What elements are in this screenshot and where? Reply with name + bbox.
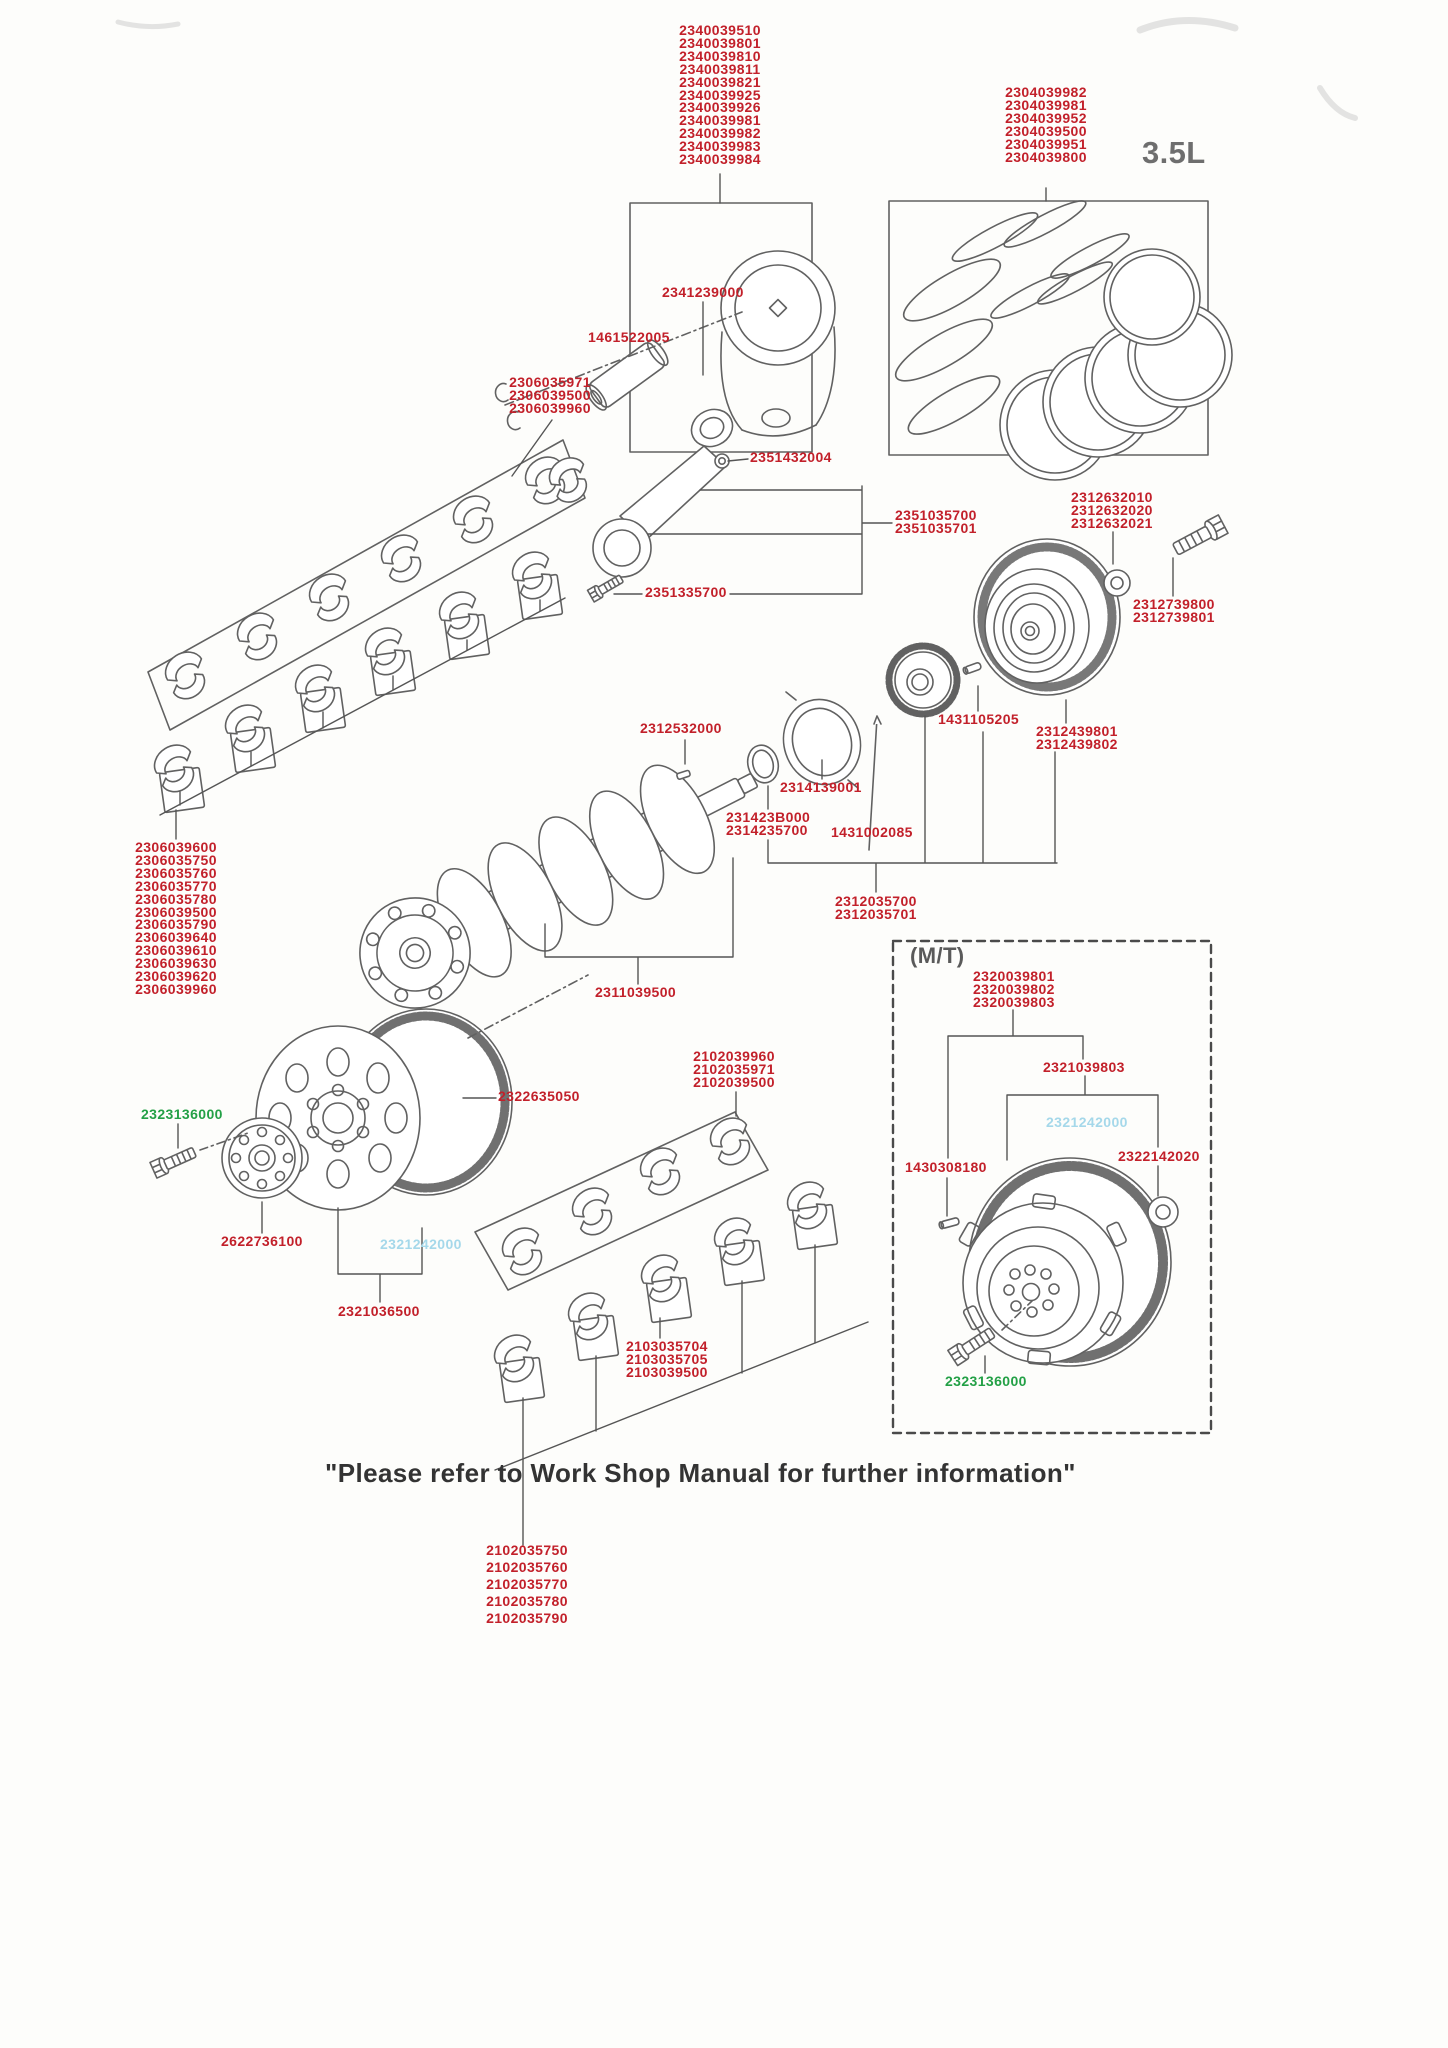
part-label-bolt-left bbox=[141, 1108, 223, 1121]
part-label-seal-ring bbox=[726, 811, 810, 837]
part-number: 2340039821 bbox=[679, 73, 761, 90]
part-number: 2304039951 bbox=[1005, 135, 1087, 152]
part-number: 2304039500 bbox=[1005, 122, 1087, 139]
part-number: 2306039500 bbox=[509, 386, 591, 403]
part-number: 2351035700 bbox=[895, 507, 977, 523]
part-number: 2340039810 bbox=[679, 47, 761, 64]
part-number: 2306039610 bbox=[135, 942, 217, 959]
part-label-oil-seal bbox=[780, 781, 862, 794]
part-label-rod bbox=[895, 509, 977, 535]
part-number: 2340039982 bbox=[679, 125, 761, 142]
part-number: 2103035705 bbox=[626, 1350, 708, 1367]
part-number: 2306035760 bbox=[135, 864, 217, 881]
part-number: 2306035790 bbox=[135, 916, 217, 933]
part-number: 2306039960 bbox=[135, 980, 217, 997]
part-label-lower-bearing-sizes bbox=[486, 1542, 568, 1627]
part-number: 2312439802 bbox=[1036, 735, 1118, 752]
part-number: 2341239000 bbox=[662, 284, 744, 300]
part-number: 2312739800 bbox=[1133, 596, 1215, 612]
part-label-main-bearings bbox=[135, 841, 217, 996]
part-label-pulley bbox=[1036, 725, 1118, 751]
part-number: 2304039981 bbox=[1005, 96, 1087, 113]
part-number: 2312632020 bbox=[1071, 501, 1153, 518]
part-number: 2306035750 bbox=[135, 851, 217, 868]
part-number: "Please refer to Work Shop Manual for further information" bbox=[325, 1458, 1076, 1488]
part-number: (M/T) bbox=[910, 943, 965, 968]
part-label-rod-nut bbox=[750, 451, 832, 464]
part-label-dowel-pin bbox=[831, 826, 913, 839]
part-label-drive-plate bbox=[221, 1235, 303, 1248]
part-label-sprocket-pin bbox=[938, 713, 1019, 726]
part-number: 2340039983 bbox=[679, 138, 761, 155]
part-number: 2340039510 bbox=[679, 22, 761, 38]
part-number: 1431002085 bbox=[831, 824, 913, 840]
part-label-mt-tag bbox=[910, 944, 965, 968]
part-label-flywheel-assembly bbox=[338, 1305, 420, 1318]
part-label-piston-set bbox=[679, 24, 761, 166]
part-label-thrust-bearings bbox=[626, 1340, 708, 1379]
part-number: 2312632021 bbox=[1071, 514, 1153, 531]
part-number: 2351035701 bbox=[895, 519, 977, 536]
part-label-pulley-bolt bbox=[1133, 598, 1215, 624]
part-label-piston-pin bbox=[588, 331, 670, 344]
part-label-key bbox=[640, 722, 722, 735]
part-label-ring-gear-left bbox=[380, 1238, 462, 1251]
part-number: 2306039960 bbox=[509, 399, 591, 416]
part-number: 2306039500 bbox=[135, 903, 217, 920]
part-number: 231423B000 bbox=[726, 809, 811, 825]
part-label-rod-bearings bbox=[509, 376, 591, 415]
part-number: 2102035760 bbox=[486, 1559, 568, 1575]
part-label-pilot-bearing bbox=[1118, 1150, 1200, 1163]
part-number: 2340039811 bbox=[679, 60, 761, 77]
part-label-ring-set bbox=[1005, 86, 1087, 163]
part-number: 2102035750 bbox=[486, 1542, 568, 1558]
part-number: 2321036500 bbox=[338, 1303, 420, 1319]
part-number: 2351432004 bbox=[750, 449, 832, 465]
part-number: 2622736100 bbox=[221, 1233, 303, 1249]
part-label-crankshaft bbox=[595, 986, 676, 999]
part-label-mt-flywheel bbox=[1043, 1061, 1125, 1074]
part-number: 2351335700 bbox=[645, 584, 727, 600]
part-number: 2312439801 bbox=[1036, 723, 1118, 739]
part-number: 2102039500 bbox=[693, 1073, 775, 1090]
part-number: 2312035700 bbox=[835, 893, 917, 909]
part-number: 2340039984 bbox=[679, 151, 761, 168]
part-number: 2322635050 bbox=[498, 1088, 580, 1104]
part-label-sprocket bbox=[835, 895, 917, 921]
part-label-engine-size bbox=[1142, 136, 1206, 170]
part-number: 2103035704 bbox=[626, 1338, 708, 1354]
part-number: 2102039960 bbox=[693, 1048, 775, 1064]
part-label-mt-bolt bbox=[945, 1375, 1027, 1388]
part-number: 2306039640 bbox=[135, 929, 217, 946]
part-number: 2102035790 bbox=[486, 1610, 568, 1626]
part-number: 2314235700 bbox=[726, 821, 808, 838]
part-number: 2320039801 bbox=[973, 968, 1055, 984]
part-number: 2311039500 bbox=[595, 984, 677, 1000]
part-number: 2320039802 bbox=[973, 980, 1055, 997]
part-label-mt-pin bbox=[905, 1161, 987, 1174]
part-number: 2102035770 bbox=[486, 1576, 568, 1592]
part-number: 2321242000 bbox=[1046, 1114, 1128, 1130]
part-label-footer bbox=[325, 1458, 1076, 1488]
part-number: 2312532000 bbox=[640, 720, 722, 736]
part-number: 2306035780 bbox=[135, 890, 217, 907]
part-number: 2312035701 bbox=[835, 905, 917, 922]
part-number: 2340039926 bbox=[679, 99, 761, 116]
part-number: 2314139001 bbox=[780, 779, 862, 795]
part-number: 2340039981 bbox=[679, 112, 761, 129]
part-number: 2312739801 bbox=[1133, 608, 1215, 625]
part-number: 1430308180 bbox=[905, 1159, 987, 1175]
part-label-lower-main-bearings bbox=[693, 1050, 775, 1089]
part-number: 2323136000 bbox=[141, 1106, 223, 1122]
part-number: 2312632010 bbox=[1071, 489, 1153, 505]
part-number: 2323136000 bbox=[945, 1373, 1027, 1389]
part-label-piston bbox=[662, 286, 744, 299]
part-number: 2340039801 bbox=[679, 34, 761, 51]
part-number: 1461522005 bbox=[588, 329, 670, 345]
part-number: 2304039952 bbox=[1005, 109, 1087, 126]
part-label-pulley-washer bbox=[1071, 491, 1153, 530]
part-number: 2306039620 bbox=[135, 968, 217, 985]
part-label-mt-flywheel-set bbox=[973, 970, 1055, 1009]
part-number: 2102035971 bbox=[693, 1060, 775, 1077]
part-label-mt-ring-gear bbox=[1046, 1116, 1128, 1129]
part-number: 2306035971 bbox=[509, 374, 591, 390]
part-number: 2304039982 bbox=[1005, 84, 1087, 100]
part-label-adapter-plate bbox=[498, 1090, 580, 1103]
part-number: 1431105205 bbox=[938, 711, 1020, 727]
part-number: 2306035770 bbox=[135, 877, 217, 894]
part-number: 2320039803 bbox=[973, 993, 1055, 1010]
part-number: 2321039803 bbox=[1043, 1059, 1125, 1075]
part-number: 2306039600 bbox=[135, 839, 217, 855]
part-number: 3.5L bbox=[1142, 135, 1206, 170]
part-number: 2306039630 bbox=[135, 955, 217, 972]
part-label-rod-bolt bbox=[645, 586, 727, 599]
part-number: 2321242000 bbox=[380, 1236, 462, 1252]
part-number: 2103039500 bbox=[626, 1363, 708, 1380]
part-number: 2304039800 bbox=[1005, 148, 1087, 165]
part-number: 2322142020 bbox=[1118, 1148, 1200, 1164]
part-number: 2102035780 bbox=[486, 1593, 568, 1609]
part-number: 2340039925 bbox=[679, 86, 761, 103]
